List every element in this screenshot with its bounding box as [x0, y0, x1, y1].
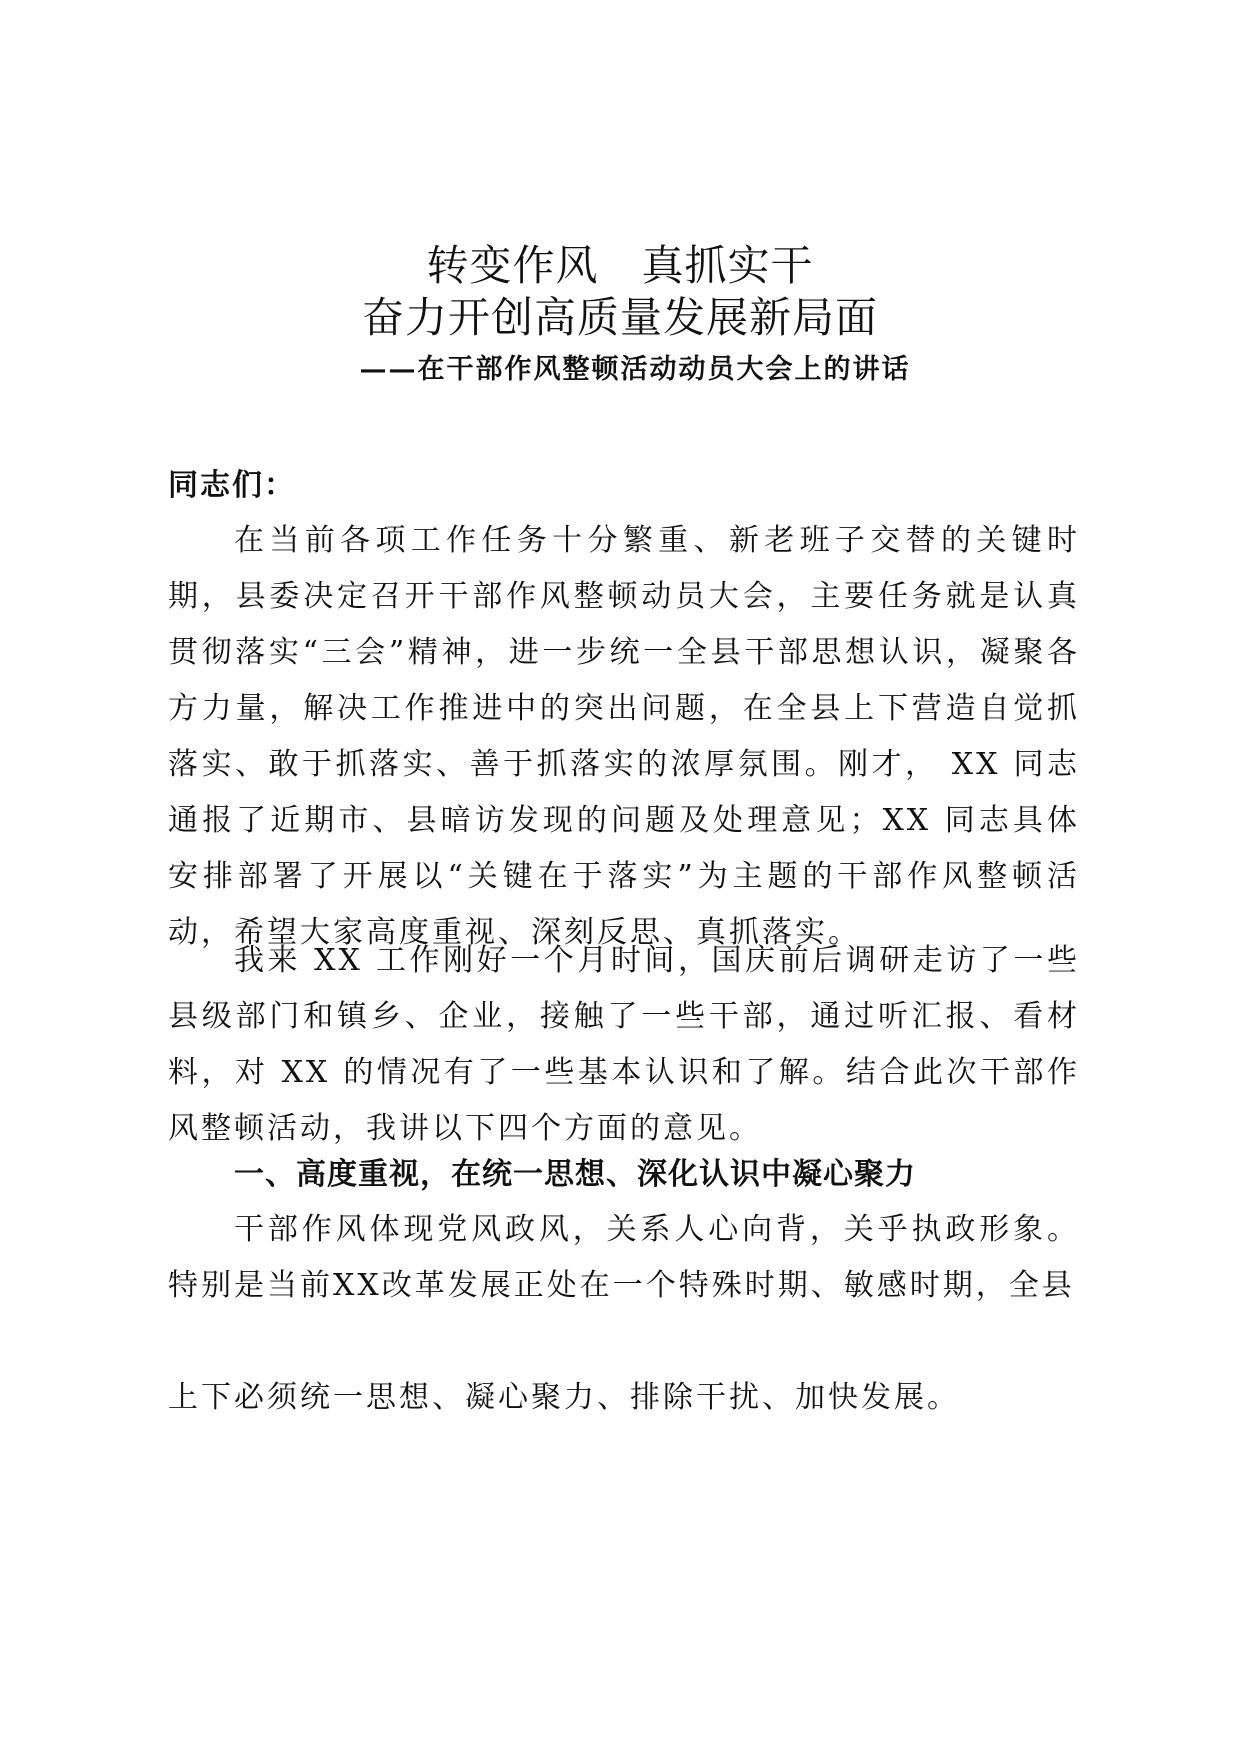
section-heading-1: 一、高度重视，在统一思想、深化认识中凝心聚力: [234, 1157, 916, 1192]
title-line-2: 奋力开创高质量发展新局面: [361, 293, 878, 342]
salutation: 同志们：: [168, 468, 296, 503]
subtitle: ——在干部作风整顿活动动员大会上的讲话: [359, 354, 911, 385]
paragraph-section-1: 干部作风体现党风政风，关系人心向背，关乎执政形象。特别是当前XX改革发展正处在一个特殊时期、敏感时期，全县: [168, 1212, 1080, 1303]
paragraph-section-1-continued: 上下必须统一思想、凝心聚力、排除干扰、加快发展。: [168, 1380, 960, 1415]
title-line-1: 转变作风 真抓实干: [426, 241, 814, 290]
paragraph-intro: 在当前各项工作任务十分繁重、新老班子交替的关键时期，县委决定召开干部作风整顿动员大会，主要任务就是认真贯彻落实“三会”精神，进一步统一全县干部思想认识，凝聚各方力量，解决工作推进中的突出问题，在全县上下营造自觉抓落实、敢于抓落实、善于抓落实的浓厚氛围。刚才， XX 同志通报了近期市、县暗访发现的问题及处理意见；XX 同志具体安排部署了开展以“关键在于落实”为主题的干部作风整顿活动，希望大家高度重视、深刻反思、真抓落实。: [168, 523, 1080, 950]
paragraph-overview: 我来 XX 工作刚好一个月时间，国庆前后调研走访了一些县级部门和镇乡、企业，接触了一些干部，通过听汇报、看材料，对 XX 的情况有了一些基本认识和了解。结合此次干部作风整顿活动，我讲以下四个方面的意见。: [168, 943, 1080, 1146]
